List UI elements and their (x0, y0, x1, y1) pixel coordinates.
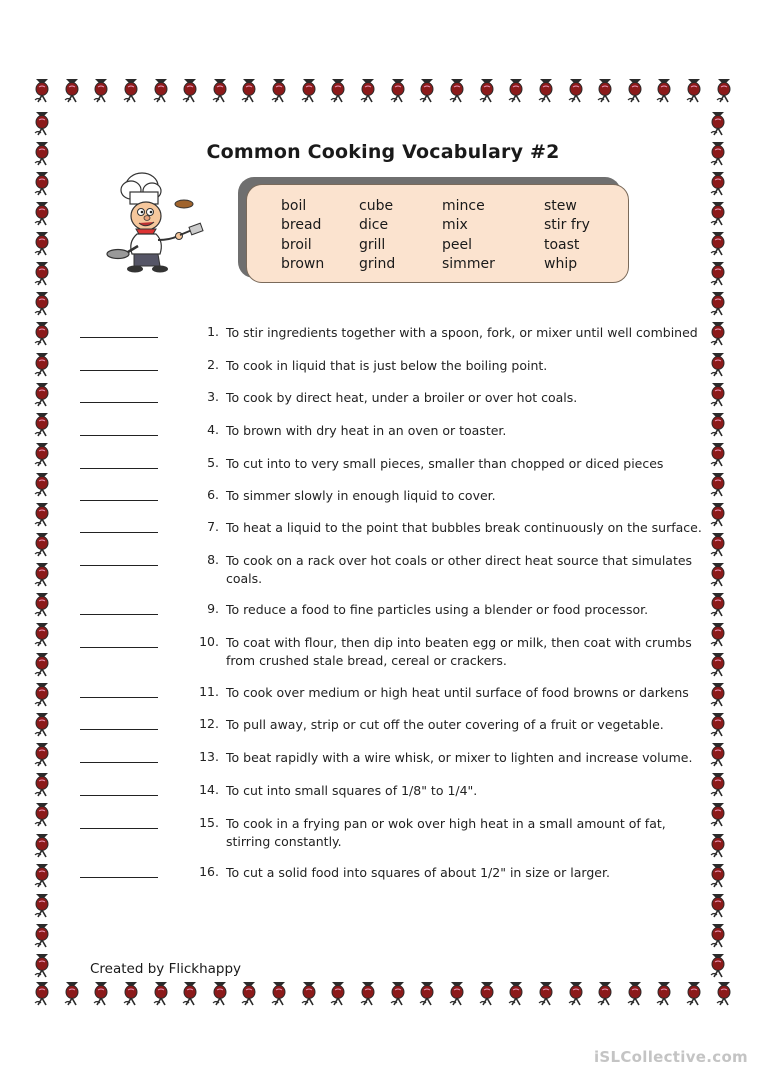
answer-blank[interactable] (80, 729, 158, 730)
question-number: 7. (207, 519, 219, 534)
question-text: To coat with flour, then dip into beaten egg or milk, then coat with crumbs from crushed stale bread, cereal or crackers. (226, 635, 692, 668)
question-number: 6. (207, 487, 219, 502)
answer-blank[interactable] (80, 435, 158, 436)
word-bank-item: cube (359, 198, 394, 214)
question-number: 2. (207, 357, 219, 372)
word-bank-item: brown (281, 255, 325, 272)
question-number: 4. (207, 422, 219, 437)
question-number: 13. (199, 749, 219, 764)
answer-blank[interactable] (80, 795, 158, 796)
question-text: To stir ingredients together with a spoon, fork, or mixer until well combined (226, 325, 698, 340)
word-bank-item: grill (359, 236, 386, 253)
word-bank-item: stir fry (544, 217, 590, 234)
answer-blank[interactable] (80, 565, 158, 566)
word-bank-item: dice (359, 217, 389, 234)
question-number: 10. (199, 634, 219, 649)
word-bank-item: peel (442, 236, 473, 253)
question-text: To simmer slowly in enough liquid to cover. (226, 488, 496, 503)
question-number: 11. (199, 684, 219, 699)
question-text: To heat a liquid to the point that bubbles break continuously on the surface. (226, 520, 702, 535)
answer-blank[interactable] (80, 877, 158, 878)
answer-blank[interactable] (80, 647, 158, 648)
site-watermark: iSLCollective.com (593, 1048, 748, 1066)
word-bank-item: toast (544, 236, 580, 253)
credit-line: Created by Flickhappy (90, 961, 242, 977)
word-bank-item: broil (281, 236, 312, 253)
question-text: To reduce a food to fine particles using a blender or food processor. (226, 602, 649, 617)
answer-blank[interactable] (80, 402, 158, 403)
question-text: To cook over medium or high heat until surface of food browns or darkens (226, 685, 689, 700)
answer-blank[interactable] (80, 614, 158, 615)
word-bank-item: mix (442, 217, 468, 234)
question-number: 8. (207, 552, 219, 567)
question-text: To cook by direct heat, under a broiler or over hot coals. (226, 390, 578, 405)
question-text: To cook in a frying pan or wok over high heat in a small amount of fat, stirring constantly. (226, 816, 666, 849)
answer-blank[interactable] (80, 370, 158, 371)
question-text: To cut into small squares of 1/8" to 1/4". (226, 783, 478, 798)
word-bank-item: whip (544, 255, 578, 272)
answer-blank[interactable] (80, 337, 158, 338)
answer-blank[interactable] (80, 532, 158, 533)
word-bank-item: boil (281, 198, 307, 214)
question-number: 9. (207, 601, 219, 616)
question-number: 15. (199, 815, 219, 830)
question-text: To brown with dry heat in an oven or toaster. (226, 423, 507, 438)
question-number: 12. (199, 716, 219, 731)
question-number: 14. (199, 782, 219, 797)
question-number: 1. (207, 324, 219, 339)
answer-blank[interactable] (80, 697, 158, 698)
worksheet-title: Common Cooking Vocabulary #2 (206, 141, 560, 163)
question-text: To beat rapidly with a wire whisk, or mixer to lighten and increase volume. (226, 750, 693, 765)
question-text: To cook on a rack over hot coals or other direct heat source that simulates coals. (226, 553, 693, 586)
question-text: To cut a solid food into squares of about 1/2" in size or larger. (226, 865, 610, 880)
word-bank-item: grind (359, 255, 396, 272)
question-text: To pull away, strip or cut off the outer covering of a fruit or vegetable. (226, 717, 664, 732)
answer-blank[interactable] (80, 468, 158, 469)
question-text: To cut into to very small pieces, smaller than chopped or diced pieces (226, 456, 664, 471)
word-bank-item: simmer (442, 255, 495, 272)
question-number: 3. (207, 389, 219, 404)
word-bank-item: stew (544, 198, 577, 214)
question-text: To cook in liquid that is just below the boiling point. (226, 358, 548, 373)
question-number: 5. (207, 455, 219, 470)
word-bank-item: bread (281, 217, 322, 234)
word-bank-item: mince (442, 198, 485, 214)
answer-blank[interactable] (80, 828, 158, 829)
question-number: 16. (199, 864, 219, 879)
answer-blank[interactable] (80, 500, 158, 501)
answer-blank[interactable] (80, 762, 158, 763)
